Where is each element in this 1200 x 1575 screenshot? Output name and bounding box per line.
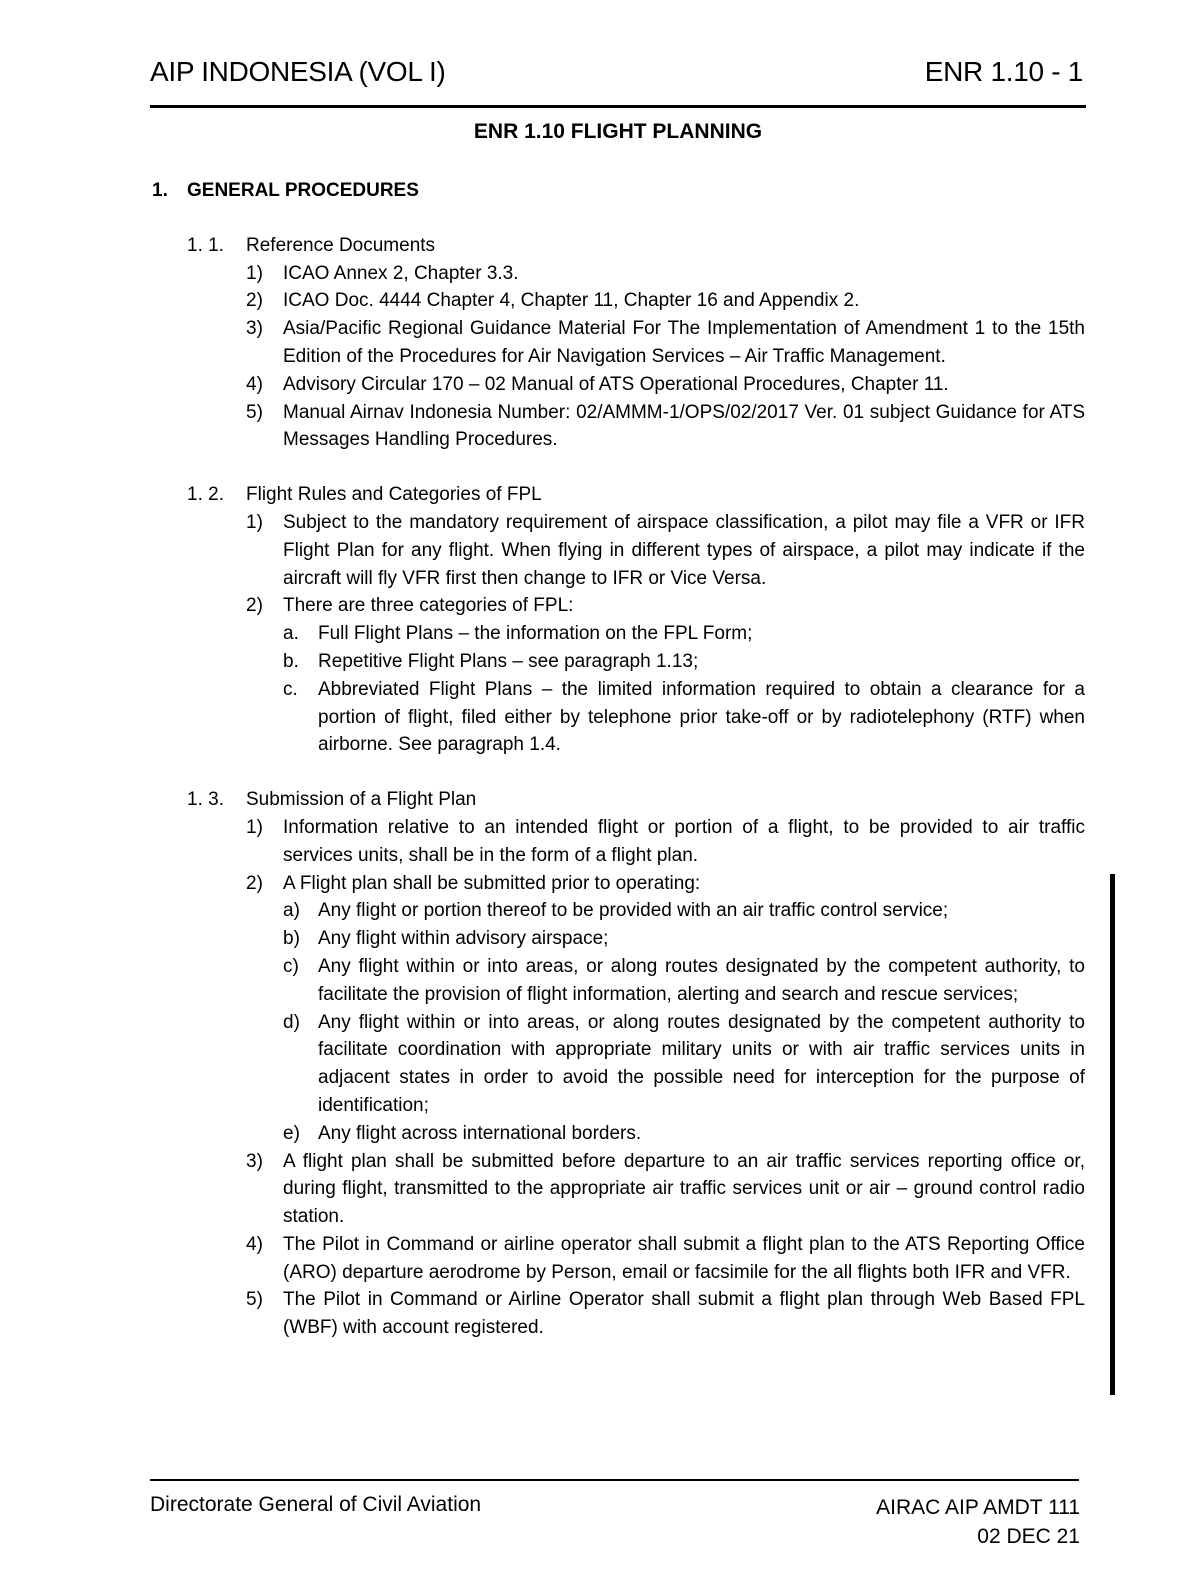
- sub-list-item: [150, 1120, 1085, 1148]
- header-rule: [150, 105, 1086, 108]
- sub-item-text: Repetitive Flight Plans – see paragraph 1.13;: [318, 650, 699, 672]
- item-number: 2): [246, 595, 263, 617]
- list-item: [150, 371, 1085, 399]
- list-item: [150, 315, 1085, 371]
- item-number: 1): [246, 816, 263, 838]
- list-item: [150, 287, 1085, 315]
- list-item: [150, 814, 1085, 870]
- subsection-number: 1. 2.: [187, 484, 224, 506]
- list-item: [150, 509, 1085, 592]
- sub-list-item: [150, 953, 1085, 1009]
- item-text: A flight plan shall be submitted before departure to an air traffic services reporting office or, during flight, transmitted to the appropriate air traffic services unit or air – ground control radio station.: [283, 1150, 1085, 1228]
- footer-authority: Directorate General of Civil Aviation: [150, 1493, 482, 1516]
- sub-list-item: [150, 620, 1085, 648]
- item-number: 2): [246, 872, 263, 894]
- subsection-title: Submission of a Flight Plan: [246, 789, 477, 811]
- item-number: 4): [246, 1233, 263, 1255]
- list-item: [150, 260, 1085, 288]
- sub-item-letter: b): [283, 928, 300, 950]
- subsection-number: 1. 3.: [187, 789, 224, 811]
- item-text: ICAO Doc. 4444 Chapter 4, Chapter 11, Chapter 16 and Appendix 2.: [283, 290, 860, 312]
- sub-list-item: [150, 676, 1085, 759]
- sub-list-item: [150, 897, 1085, 925]
- subsection-heading: [150, 786, 1085, 814]
- item-text: There are three categories of FPL:: [283, 595, 574, 617]
- sub-item-letter: c): [283, 955, 299, 977]
- sub-item-letter: d): [283, 1011, 300, 1033]
- sub-item-letter: a): [283, 900, 300, 922]
- sub-item-text: Any flight or portion thereof to be provided with an air traffic control service;: [318, 900, 949, 922]
- sub-item-text: Any flight within or into areas, or along routes designated by the competent authority to facilitate coordination with appropriate military units or with air traffic services units in adjacent states in order to avoid the possible need for interception for the purpose of identification;: [318, 1011, 1085, 1116]
- item-number: 1): [246, 262, 263, 284]
- sub-item-letter: a.: [283, 623, 299, 645]
- list-item: [150, 592, 1085, 620]
- sub-item-text: Any flight across international borders.: [318, 1122, 642, 1144]
- item-text: ICAO Annex 2, Chapter 3.3.: [283, 262, 519, 284]
- item-number: 3): [246, 1150, 263, 1172]
- item-number: 5): [246, 401, 263, 423]
- item-number: 4): [246, 373, 263, 395]
- subsection-number: 1. 1.: [187, 234, 224, 256]
- subsection-heading: [150, 232, 1085, 260]
- sub-item-letter: e): [283, 1122, 300, 1144]
- item-text: Subject to the mandatory requirement of airspace classification, a pilot may file a VFR or IFR Flight Plan for any flight. When flying in different types of airspace, a pilot may indicate if the aircraft will fly VFR first then change to IFR or Vice Versa.: [283, 511, 1085, 589]
- list-item: [150, 1148, 1085, 1231]
- amendment-change-bar: [1110, 874, 1115, 1395]
- item-text: Advisory Circular 170 – 02 Manual of ATS Operational Procedures, Chapter 11.: [283, 373, 949, 395]
- item-text: Information relative to an intended flight or portion of a flight, to be provided to air traffic services units, shall be in the form of a flight plan.: [283, 816, 1085, 866]
- list-item: [150, 399, 1085, 455]
- item-text: The Pilot in Command or Airline Operator shall submit a flight plan through Web Based FPL (WBF) with account registered.: [283, 1289, 1085, 1339]
- sub-item-text: Any flight within or into areas, or along routes designated by the competent authority, to facilitate the provision of flight information, alerting and search and rescue services;: [318, 955, 1085, 1005]
- sub-item-text: Abbreviated Flight Plans – the limited information required to obtain a clearance for a portion of flight, filed either by telephone prior take-off or by radiotelephony (RTF) when airborne. See paragraph 1.4.: [318, 678, 1085, 756]
- item-number: 1): [246, 511, 263, 533]
- subsection-title: Flight Rules and Categories of FPL: [246, 484, 542, 506]
- sub-item-text: Full Flight Plans – the information on the FPL Form;: [318, 623, 753, 645]
- list-item: [150, 870, 1085, 898]
- sub-item-letter: c.: [283, 678, 298, 700]
- section-heading: [150, 177, 1085, 205]
- footer-date: 02 DEC 21: [977, 1525, 1080, 1548]
- item-text: Manual Airnav Indonesia Number: 02/AMMM-1/OPS/02/2017 Ver. 01 subject Guidance for ATS Messages Handling Procedures.: [283, 401, 1085, 451]
- list-item: [150, 1286, 1085, 1342]
- item-text: A Flight plan shall be submitted prior to operating:: [283, 872, 701, 894]
- item-text: The Pilot in Command or airline operator shall submit a flight plan to the ATS Reporting Office (ARO) departure aerodrome by Person, email or facsimile for the all flights both IFR and VFR.: [283, 1233, 1085, 1283]
- document-body: [150, 177, 1085, 1342]
- item-text: Asia/Pacific Regional Guidance Material For The Implementation of Amendment 1 to the 15th Edition of the Procedures for Air Navigation Services – Air Traffic Management.: [283, 318, 1085, 367]
- section-number: 1.: [152, 180, 168, 201]
- item-number: 2): [246, 290, 263, 312]
- sub-item-letter: b.: [283, 650, 299, 672]
- footer-rule: [150, 1479, 1079, 1481]
- footer-amendment: [876, 1493, 1080, 1551]
- sub-list-item: [150, 648, 1085, 676]
- item-number: 5): [246, 1289, 263, 1311]
- section-title: GENERAL PROCEDURES: [187, 180, 419, 201]
- subsection-title: Reference Documents: [246, 234, 436, 256]
- item-number: 3): [246, 318, 263, 340]
- list-item: [150, 1231, 1085, 1287]
- subsection-heading: [150, 481, 1085, 509]
- sub-list-item: [150, 1009, 1085, 1120]
- header-page-ref: ENR 1.10 - 1: [924, 56, 1083, 87]
- sub-list-item: [150, 925, 1085, 953]
- page-title: ENR 1.10 FLIGHT PLANNING: [473, 120, 763, 143]
- header-publication: AIP INDONESIA (VOL I): [150, 56, 446, 87]
- footer-amendment-number: AIRAC AIP AMDT 111: [876, 1496, 1080, 1519]
- sub-item-text: Any flight within advisory airspace;: [318, 928, 609, 950]
